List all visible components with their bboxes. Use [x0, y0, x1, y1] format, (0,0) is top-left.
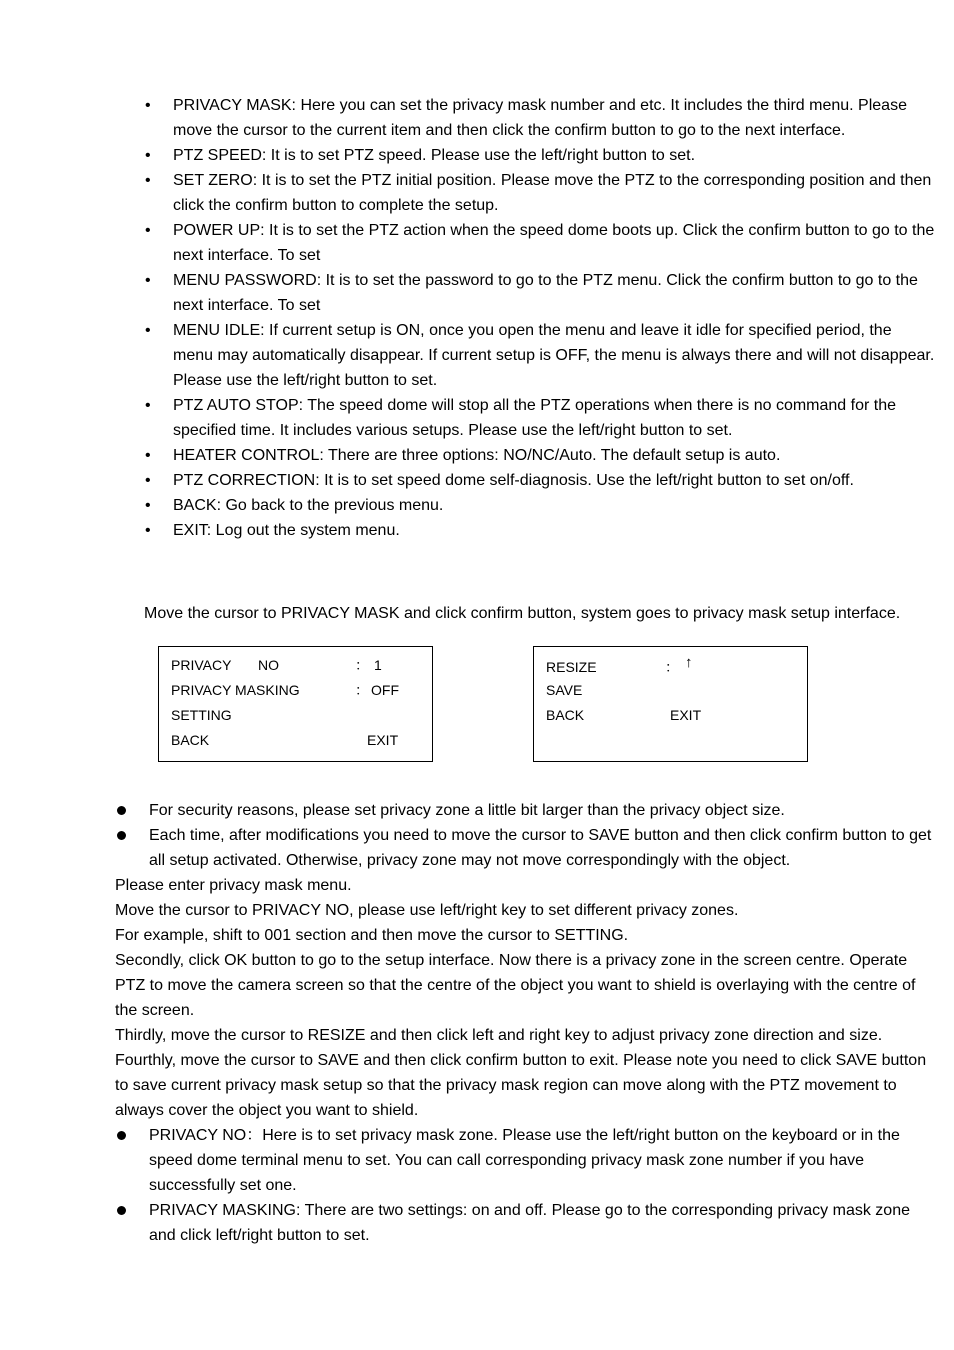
list-item	[145, 168, 935, 218]
list-item	[145, 518, 935, 543]
bullet-icon	[145, 518, 165, 543]
setting-item[interactable]: SETTING	[171, 707, 232, 723]
privacy-masking-value: OFF	[371, 682, 399, 698]
list-item	[145, 443, 935, 468]
bullet-icon	[145, 493, 165, 518]
privacy-no-label[interactable]: NO	[258, 657, 279, 673]
intro-paragraph: Move the cursor to PRIVACY MASK and click confirm button, system goes to privacy mask setup interface.	[144, 605, 901, 622]
list-item-text: MENU PASSWORD: It is to set the password to go to the PTZ menu. Click the confirm button to go to the next interface. To set	[173, 272, 918, 314]
list-item	[145, 268, 935, 318]
list-item	[115, 1198, 935, 1248]
step-paragraph: For example, shift to 001 section and then move the cursor to SETTING.	[115, 927, 629, 944]
step-paragraph: Secondly, click OK button to go to the setup interface. Now there is a privacy zone in the screen centre. Operate PTZ to move the camera screen so that the centre of the object you want to shield is overlaying with the centre of the screen.	[115, 952, 916, 1019]
bullet-icon	[145, 218, 165, 243]
exit-item[interactable]: EXIT	[670, 707, 702, 723]
save-item[interactable]: SAVE	[546, 682, 583, 698]
step-paragraph: Please enter privacy mask menu.	[115, 877, 352, 894]
list-item-text: PTZ CORRECTION: It is to set speed dome self-diagnosis. Use the left/right button to set on/off.	[173, 472, 854, 489]
list-item-text: For security reasons, please set privacy zone a little bit larger than the privacy object size.	[149, 802, 785, 819]
list-item-text: PRIVACY MASKING: There are two settings: on and off. Please go to the corresponding privacy mask zone and click left/right button to set.	[149, 1202, 910, 1244]
bullet-icon	[117, 806, 126, 815]
list-item-text: SET ZERO: It is to set the PTZ initial position. Please move the PTZ to the corresponding position and then click the confirm button to complete the setup.	[173, 172, 932, 214]
bullet-icon	[145, 168, 165, 193]
list-item-text: PTZ SPEED: It is to set PTZ speed. Please use the left/right button to set.	[173, 147, 696, 164]
bullet-icon	[117, 831, 126, 840]
exit-item[interactable]: EXIT	[367, 732, 399, 748]
bullet-icon	[145, 468, 165, 493]
back-item[interactable]: BACK	[171, 732, 210, 748]
definitions-list	[115, 1123, 935, 1248]
list-item-text: BACK: Go back to the previous menu.	[173, 497, 444, 514]
list-item	[145, 393, 935, 443]
colon: ：	[355, 682, 369, 698]
menu-items-list	[145, 93, 935, 543]
list-item-text: PRIVACY MASK: Here you can set the privacy mask number and etc. It includes the third menu. Please move the cursor to the current item and then click the confirm button to go to the next interface.	[173, 97, 907, 139]
bullet-icon	[145, 93, 165, 118]
list-item-text: EXIT: Log out the system menu.	[173, 522, 400, 539]
list-item-text: MENU IDLE: If current setup is ON, once you open the menu and leave it idle for specified period, the menu may automatically disappear. If current setup is OFF, the menu is always there and will not disappear. Please use the left/right button to set.	[173, 322, 935, 389]
up-arrow-icon: ↑	[685, 654, 693, 671]
list-item-text: Each time, after modifications you need to move the cursor to SAVE button and then click confirm button to get all setup activated. Otherwise, privacy zone may not move correspondingly with the object.	[149, 827, 932, 869]
privacy-setup-menu-box	[533, 646, 808, 762]
resize-item[interactable]: RESIZE	[546, 659, 597, 675]
privacy-mask-menu-box	[158, 646, 433, 762]
list-item-text: POWER UP: It is to set the PTZ action when the speed dome boots up. Click the confirm button to go to the next interface. To set	[173, 222, 935, 264]
bullet-icon	[145, 318, 165, 343]
privacy-no-value: 1	[374, 657, 382, 673]
list-item	[115, 823, 935, 873]
list-item	[145, 493, 935, 518]
list-item	[145, 218, 935, 268]
bullet-icon	[145, 268, 165, 293]
bullet-icon	[145, 443, 165, 468]
list-item	[115, 798, 935, 823]
list-item-text: PRIVACY NO：Here is to set privacy mask zone. Please use the left/right button on the keyboard or in the speed dome terminal menu to set. You can call corresponding privacy mask zone number if you have successfully set one.	[149, 1127, 900, 1194]
step-paragraph: Fourthly, move the cursor to SAVE and then click confirm button to exit. Please note you need to click SAVE button to save current privacy mask setup so that the privacy mask region can move along with the PTZ movement to always cover the object you want to shield.	[115, 1052, 927, 1119]
privacy-masking-label[interactable]: PRIVACY MASKING	[171, 682, 300, 698]
notes-list	[115, 798, 935, 873]
step-paragraph: Thirdly, move the cursor to RESIZE and then click left and right key to adjust privacy zone direction and size.	[115, 1027, 883, 1044]
step-paragraph: Move the cursor to PRIVACY NO, please use left/right key to set different privacy zones.	[115, 902, 739, 919]
privacy-label: PRIVACY	[171, 657, 232, 673]
list-item	[115, 1123, 935, 1198]
colon: ：	[355, 657, 369, 673]
list-item-text: HEATER CONTROL: There are three options: NO/NC/Auto. The default setup is auto.	[173, 447, 781, 464]
bullet-icon	[145, 143, 165, 168]
list-item	[145, 143, 935, 168]
list-item	[145, 93, 935, 143]
bullet-icon	[117, 1206, 126, 1215]
colon: ：	[665, 659, 679, 675]
bullet-icon	[145, 393, 165, 418]
list-item	[145, 468, 935, 493]
list-item-text: PTZ AUTO STOP: The speed dome will stop all the PTZ operations when there is no command for the specified time. It includes various setups. Please use the left/right button to set.	[173, 397, 897, 439]
list-item	[145, 318, 935, 393]
bullet-icon	[117, 1131, 126, 1140]
back-item[interactable]: BACK	[546, 707, 585, 723]
